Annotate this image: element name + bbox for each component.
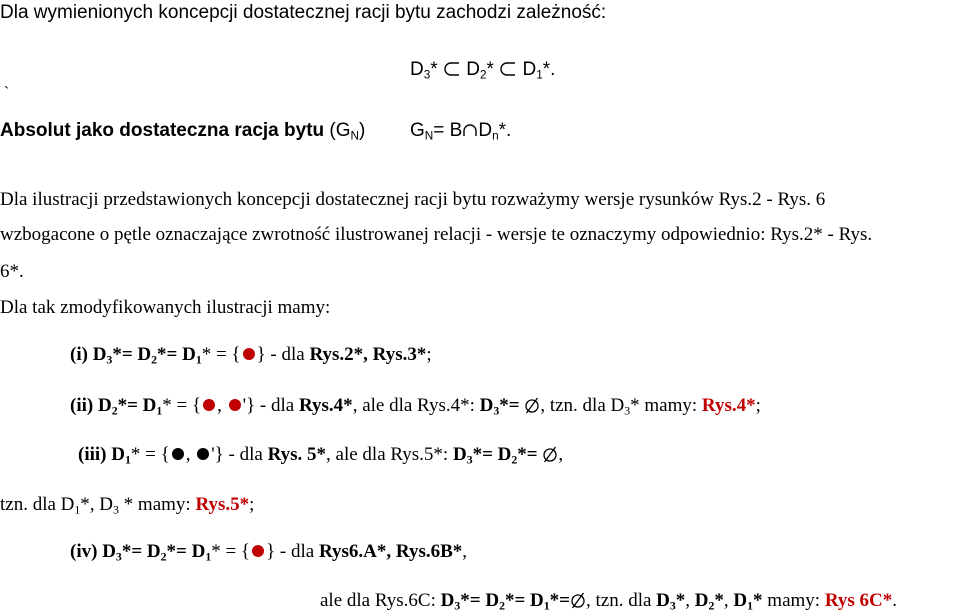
heading-text: Dla wymienionych koncepcji dostatecznej racji bytu zachodzi zależność:	[0, 2, 607, 23]
tzn-line: tzn. dla $D_1*$, $D_3$ * mamy: Rys.5*;	[0, 494, 255, 517]
chain-d1: $D_1*$.	[522, 59, 556, 82]
red-dot-icon	[203, 399, 215, 411]
subset-icon	[499, 62, 517, 76]
absolut-formula: $G_N= B$ $D_n*$.	[410, 120, 512, 143]
chain-d3: $D_3*$	[410, 59, 438, 82]
empty-set-icon	[542, 445, 558, 463]
last-line: ale dla Rys.6C: $D_3*= D_2*= D_1*=$ , tzn. dla $D_3*$, $D_2*$, $D_1*$ mamy: Rys 6C*.	[320, 590, 897, 613]
paragraph-line-2: wzbogacone o pętle oznaczające zwrotność ilustrowanej relacji - wersje te oznaczymy odpowiednio: Rys.2* - Rys.	[0, 224, 873, 245]
paragraph-line-4: Dla tak zmodyfikowanych ilustracji mamy:	[0, 297, 331, 318]
chain-d2: $D_2*$	[466, 59, 494, 82]
red-dot-icon	[252, 545, 264, 557]
chain-formula	[410, 59, 556, 82]
empty-set-icon	[570, 591, 586, 609]
item-iii: (iii) $D_1*$ = { , '} - dla Rys. 5*, ale dla Rys.5*: $D_3*= D_2*=$ ,	[78, 444, 564, 467]
item-iv: (iv) $D_3*= D_2*= D_1*$ = { } - dla Rys6.A*, Rys.6B*,	[70, 541, 468, 564]
stray-backtick: `	[4, 85, 10, 102]
paragraph-line-1: Dla ilustracji przedstawionych koncepcji dostatecznej racji bytu rozważymy wersje rysunków Rys.2 - Rys. 6	[0, 189, 826, 210]
intersection-icon	[462, 123, 478, 137]
item-ii: (ii) $D_2*= D_1*$ = { , '} - dla Rys.4*, ale dla Rys.4*: $D_3*=$ , tzn. dla $D_3*$ mamy: Rys.4*;	[70, 395, 761, 418]
black-dot-icon	[172, 448, 184, 460]
black-dot-icon	[197, 448, 209, 460]
absolut-label: Absolut jako dostateczna racja bytu $(G_N)$	[0, 120, 366, 143]
red-dot-icon	[229, 399, 241, 411]
empty-set-icon	[524, 396, 540, 414]
paragraph-line-3: 6*.	[0, 261, 24, 282]
subset-icon	[443, 62, 461, 76]
item-i: (i) $D_3*= D_2*= D_1*$ = { } - dla Rys.2*, Rys.3*;	[70, 344, 432, 367]
red-dot-icon	[243, 348, 255, 360]
